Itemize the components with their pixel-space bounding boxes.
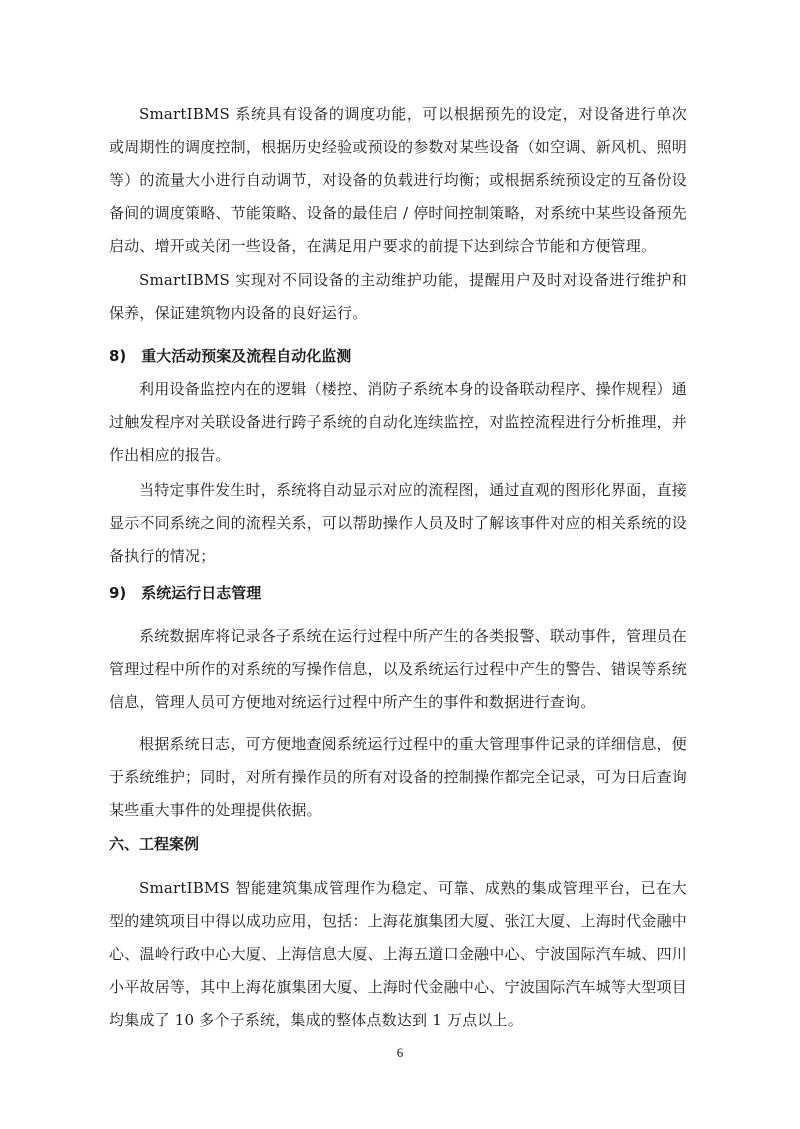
paragraph-log-review: 根据系统日志，可方便地查阅系统运行过程中的重大管理事件记录的详细信息，便于系统维护；同时，对所有操作员的所有对设备的控制操作都完全记录，可为日后查询某些重大事件的处理提供依据。 <box>109 735 687 819</box>
section-heading-8: 8) 重大活动预案及流程自动化监测 <box>109 347 352 365</box>
paragraph-project-cases: SmartIBMS 智能建筑集成管理作为稳定、可靠、成熟的集成管理平台，已在大型的建筑项目中得以成功应用，包括：上海花旗集团大厦、张江大厦、上海时代金融中心、温岭行政中心大厦、上海信息大厦、上海五道口金融中心、宁波国际汽车城、四川小平故居等，其中上海花旗集团大厦、上海时代金融中心、宁波国际汽车城等大型项目均集成了 10 多个子系统，集成的整体点数达到 1 万点以上。 <box>109 879 687 1029</box>
section-heading-cases: 六、工程案例 <box>109 835 200 853</box>
paragraph-scheduling: SmartIBMS 系统具有设备的调度功能，可以根据预先的设定，对设备进行单次或周期性的调度控制，根据历史经验或预设的参数对某些设备（如空调、新风机、照明等）的流量大小进行自动调节，对设备的负载进行均衡；或根据系统预设定的互备份设备间的调度策略、节能策略、设备的最佳启 / 停时间控制策略，对系统中某些设备预先启动、增开或关闭一些设备，在满足用户要求的前提下达到综合节能和方便管理。 <box>109 105 687 255</box>
paragraph-log-database: 系统数据库将记录各子系统在运行过程中所产生的各类报警、联动事件，管理员在管理过程中所作的对系统的写操作信息，以及系统运行过程中产生的警告、错误等系统信息，管理人员可方便地对统运行过程中所产生的事件和数据进行查询。 <box>109 627 687 711</box>
page-number: 6 <box>396 1045 404 1060</box>
paragraph-maintenance: SmartIBMS 实现对不同设备的主动维护功能，提醒用户及时对设备进行维护和保养，保证建筑物内设备的良好运行。 <box>109 271 687 322</box>
paragraph-logic-monitoring: 利用设备监控内在的逻辑（楼控、消防子系统本身的设备联动程序、操作规程）通过触发程序对关联设备进行跨子系统的自动化连续监控，对监控流程进行分析推理，并作出相应的报告。 <box>109 380 687 464</box>
paragraph-event-flow: 当特定事件发生时，系统将自动显示对应的流程图，通过直观的图形化界面，直接显示不同系统之间的流程关系，可以帮助操作人员及时了解该事件对应的相关系统的设备执行的情况； <box>109 481 687 565</box>
section-heading-9: 9) 系统运行日志管理 <box>109 584 262 602</box>
